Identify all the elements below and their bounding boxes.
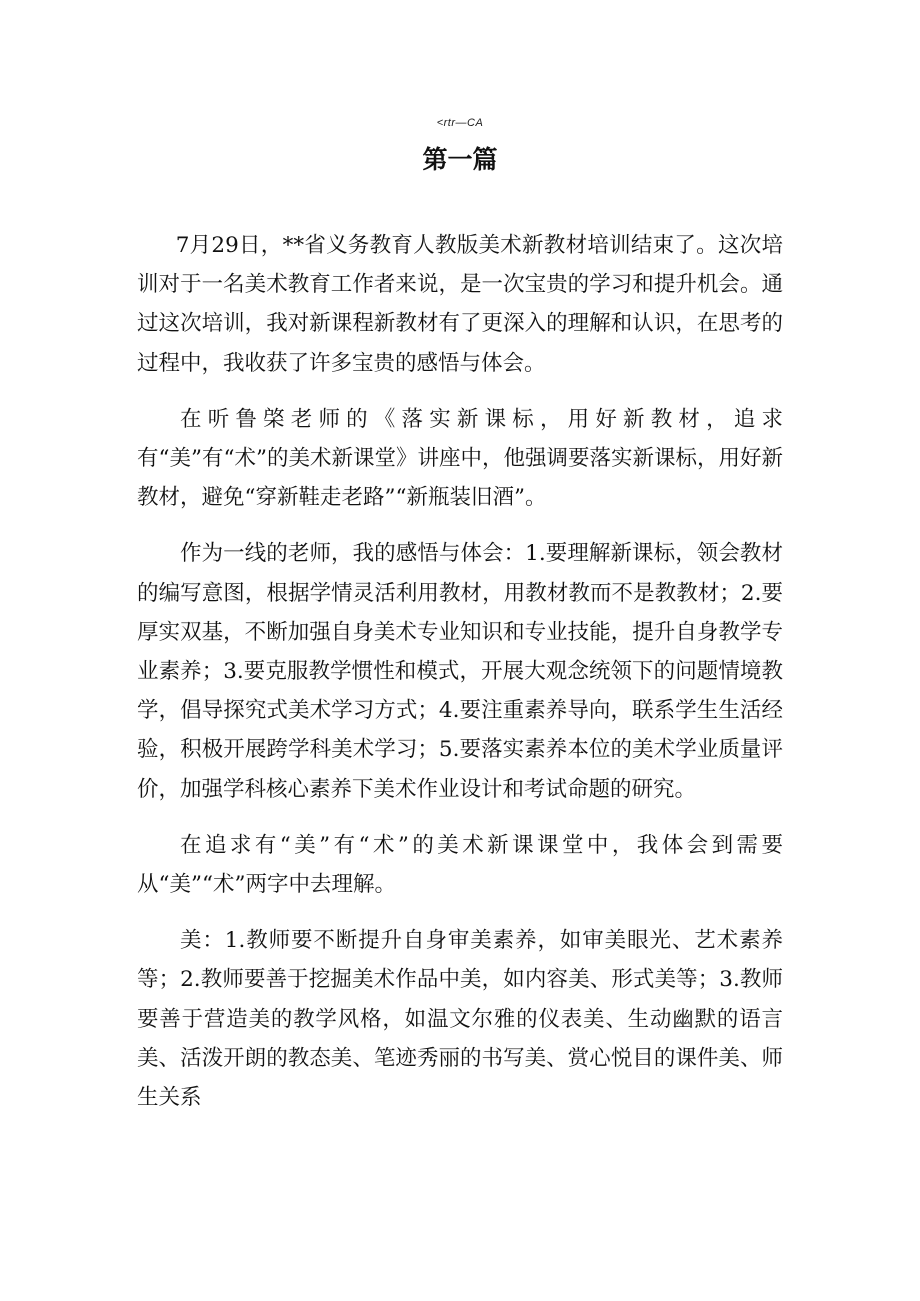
paragraph-2: 在听鲁棨老师的《落实新课标，用好新教材，追求有“美”有“术”的美术新课堂》讲座中，他强调要落实新课标，用好新教材，避免“穿新鞋走老路”“新瓶装旧酒”。 — [137, 406, 783, 511]
paragraph-3: 作为一线的老师，我的感悟与体会：1.要理解新课标，领会教材的编写意图，根据学情灵活利用教材，用教材教而不是教教材；2.要厚实双基，不断加强自身美术专业知识和专业技能，提升自身教学专业素养；3.要克服教学惯性和模式，开展大观念统领下的问题情境教学，倡导探究式美术学习方式；4.要注重素养导向，联系学生生活经验，积极开展跨学科美术学习；5.要落实素养本位的美术学业质量评价，加强学科核心素养下美术作业设计和考试命题的研究。 — [137, 541, 783, 802]
page-title: 第一篇 — [422, 145, 498, 174]
paragraph-4: 在追求有“美”有“术”的美术新课课堂中，我体会到需要从“美”“术”两字中去理解。 — [137, 832, 783, 898]
paragraph-1: 7月29日，**省义务教育人教版美术新教材培训结束了。这次培训对于一名美术教育工作者来说，是一次宝贵的学习和提升机会。通过这次培训，我对新课程新教材有了更深入的理解和认识，在思考的过程中，我收获了许多宝贵的感悟与体会。 — [137, 233, 783, 376]
document-body — [137, 226, 783, 1134]
paragraph-5: 美：1.教师要不断提升自身审美素养，如审美眼光、艺术素养等；2.教师要善于挖掘美术作品中美，如内容美、形式美等；3.教师要善于营造美的教学风格，如温文尔雅的仪表美、生动幽默的语言美、活泼开朗的教态美、笔迹秀丽的书写美、赏心悦目的课件美、师生关系 — [137, 928, 783, 1111]
header-mark: <rtr—CA — [436, 117, 484, 129]
